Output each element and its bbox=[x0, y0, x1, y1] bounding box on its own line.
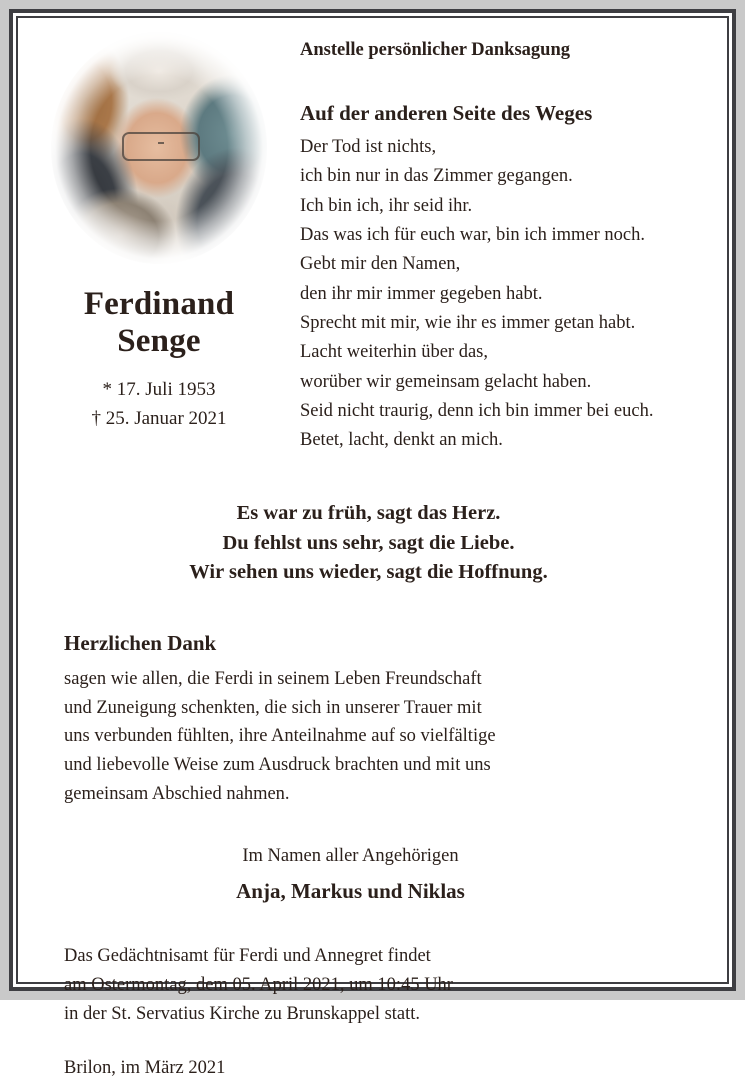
thanks-line: und liebevolle Weise zum Ausdruck brachten und mit uns bbox=[64, 755, 491, 776]
thanks-section bbox=[18, 631, 727, 809]
poem-line: Der Tod ist nichts, bbox=[300, 137, 437, 157]
poem-line: ich bin nur in das Zimmer gegangen. bbox=[300, 166, 573, 187]
place-and-date: Brilon, im März 2021 bbox=[64, 1058, 226, 1079]
deceased-last-name: Senge bbox=[117, 322, 201, 359]
frame-inner-rule bbox=[16, 16, 729, 1079]
service-line: Das Gedächtnisamt für Ferdi und Annegret findet bbox=[64, 945, 431, 966]
service-line: in der St. Servatius Kirche zu Brunskappel statt. bbox=[64, 1003, 421, 1024]
poem-line: Gebt mir den Namen, bbox=[300, 254, 461, 275]
poem-line: Das was ich für euch war, bin ich immer noch. bbox=[300, 224, 645, 245]
verse-line: Es war zu früh, sagt das Herz. bbox=[236, 502, 501, 525]
family-intro: Im Namen aller Angehörigen bbox=[242, 846, 459, 867]
deceased-first-name: Ferdinand bbox=[83, 286, 235, 322]
portrait-image bbox=[51, 32, 267, 264]
poem-column bbox=[300, 18, 727, 455]
poem-line: Seid nicht traurig, denn ich bin immer bei euch. bbox=[300, 400, 654, 421]
frame-white-gap bbox=[13, 13, 732, 1079]
deceased-dates bbox=[18, 376, 300, 434]
verse-line: Wir sehen uns wieder, sagt die Hoffnung. bbox=[189, 560, 548, 583]
memorial-verse bbox=[18, 499, 727, 586]
thanks-body bbox=[64, 665, 693, 809]
poem-title: Auf der anderen Seite des Weges bbox=[300, 101, 593, 125]
poem-line: worüber wir gemeinsam gelacht haben. bbox=[300, 371, 592, 392]
portrait-photo bbox=[51, 32, 267, 264]
service-line: am Ostermontag, dem 05. April 2021, um 10:45 Uhr bbox=[64, 974, 453, 995]
portrait-and-name-column bbox=[18, 18, 300, 434]
eyeglasses-detail bbox=[122, 132, 199, 162]
poem-line: den ihr mir immer gegeben habt. bbox=[300, 283, 543, 304]
thanks-line: sagen wie allen, die Ferdi in seinem Leben Freundschaft bbox=[64, 668, 482, 689]
frame-dark-band bbox=[9, 9, 736, 1079]
family-names: Anja, Markus und Niklas bbox=[236, 878, 465, 903]
poem-line: Betet, lacht, denkt an mich. bbox=[300, 430, 503, 451]
thanks-line: und Zuneigung schenkten, die sich in unserer Trauer mit bbox=[64, 697, 482, 718]
top-section bbox=[18, 18, 727, 455]
thanks-line: uns verbunden fühlten, ihre Anteilnahme auf so vielfältige bbox=[64, 726, 496, 747]
service-section bbox=[18, 942, 727, 1083]
poem-line: Ich bin ich, ihr seid ihr. bbox=[300, 195, 473, 216]
deceased-name bbox=[18, 286, 300, 360]
poem-line: Lacht weiterhin über das, bbox=[300, 342, 489, 363]
poem-body bbox=[300, 133, 709, 455]
danksagung-kicker: Anstelle persönlicher Danksagung bbox=[300, 40, 570, 60]
death-date: † 25. Januar 2021 bbox=[91, 407, 227, 429]
thanks-line: gemeinsam Abschied nahmen. bbox=[64, 784, 290, 805]
family-signature bbox=[18, 843, 727, 904]
poem-line: Sprecht mit mir, wie ihr es immer getan habt. bbox=[300, 312, 636, 333]
verse-line: Du fehlst uns sehr, sagt die Liebe. bbox=[222, 531, 515, 554]
service-details bbox=[64, 942, 693, 1029]
birth-date: * 17. Juli 1953 bbox=[102, 378, 216, 400]
obituary-card bbox=[18, 18, 727, 1079]
thanks-heading: Herzlichen Dank bbox=[64, 630, 217, 655]
